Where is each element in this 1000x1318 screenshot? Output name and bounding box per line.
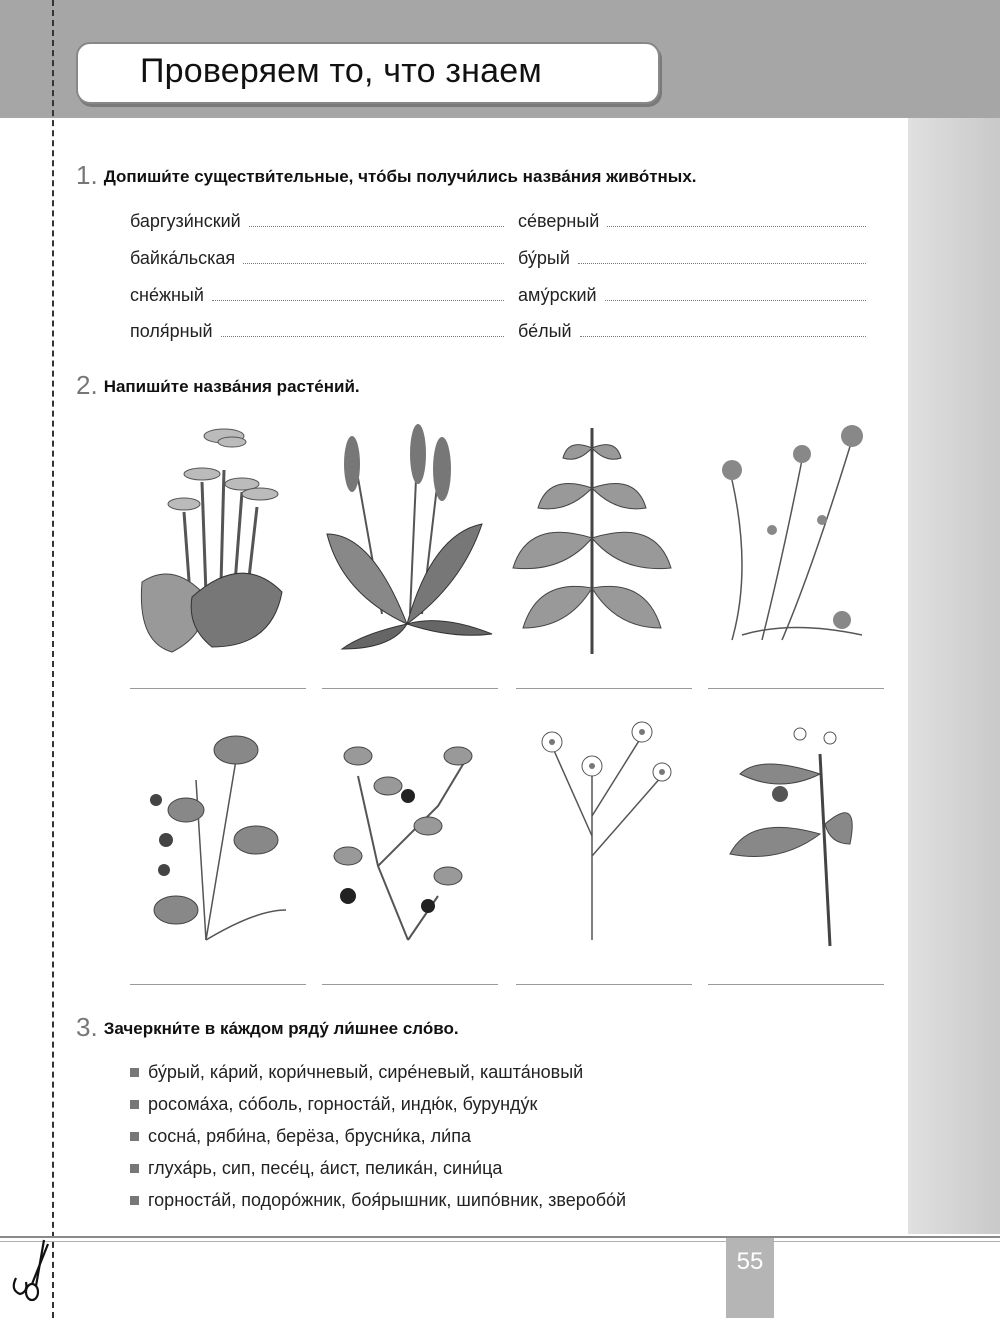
- right-margin-band: [908, 118, 1000, 1234]
- footer-rule: [0, 1236, 1000, 1238]
- square-bullet-icon: [130, 1100, 139, 1109]
- square-bullet-icon: [130, 1196, 139, 1205]
- word-label: баргузи́нский: [130, 211, 241, 231]
- nettle-icon: [508, 418, 676, 656]
- answer-line[interactable]: [708, 688, 884, 689]
- word-label: байка́льская: [130, 248, 236, 268]
- answer-line[interactable]: [322, 984, 498, 985]
- list-item[interactable]: [130, 1152, 626, 1184]
- answer-blank[interactable]: [580, 336, 866, 337]
- word-label: бе́лый: [518, 321, 572, 341]
- word-label: аму́рский: [518, 285, 597, 305]
- raspberry-icon: [720, 714, 870, 948]
- task2-number: 2.: [76, 370, 98, 400]
- word-label: бу́рый: [518, 248, 570, 268]
- thyme-icon: [692, 420, 882, 654]
- chamomile-icon: [522, 716, 682, 942]
- title-box: [76, 42, 660, 104]
- strawberry-icon: [136, 720, 306, 944]
- word-row-text[interactable]: бу́рый, ка́рий, кори́чневый, сире́невый, кашта́новый: [148, 1061, 584, 1082]
- task3-number: 3.: [76, 1012, 98, 1042]
- task1-right-row[interactable]: [518, 318, 866, 342]
- answer-blank[interactable]: [607, 226, 866, 227]
- task1-heading: [76, 160, 697, 191]
- answer-line[interactable]: [130, 984, 306, 985]
- task1-left-row[interactable]: [130, 208, 504, 232]
- task1-right-row[interactable]: [518, 245, 866, 269]
- scissors-icon: [6, 1234, 56, 1304]
- word-label: се́верный: [518, 211, 600, 231]
- task1-instruction: Допиши́те существи́тельные, что́бы получи́лись назва́ния живо́тных.: [103, 167, 697, 186]
- word-label: поля́рный: [130, 321, 213, 341]
- cut-line: [52, 0, 54, 1318]
- word-label: сне́жный: [130, 285, 204, 305]
- task1-left-row[interactable]: [130, 282, 504, 306]
- answer-blank[interactable]: [578, 263, 866, 264]
- word-row-text[interactable]: горноста́й, подоро́жник, боя́рышник, шипо́вник, зверобо́й: [148, 1189, 627, 1210]
- answer-blank[interactable]: [605, 300, 866, 301]
- square-bullet-icon: [130, 1164, 139, 1173]
- task2-instruction: Напиши́те назва́ния расте́ний.: [103, 377, 360, 396]
- list-item[interactable]: [130, 1120, 626, 1152]
- answer-line[interactable]: [516, 688, 692, 689]
- coltsfoot-icon: [132, 422, 312, 658]
- answer-line[interactable]: [516, 984, 692, 985]
- task1-right-row[interactable]: [518, 208, 866, 232]
- answer-blank[interactable]: [221, 336, 504, 337]
- task1-left-row[interactable]: [130, 318, 504, 342]
- page-title: Проверяем то, что знаем: [140, 52, 542, 90]
- answer-line[interactable]: [130, 688, 306, 689]
- word-row-text[interactable]: глуха́рь, сип, песе́ц, а́ист, пелика́н, сини́ца: [148, 1157, 503, 1178]
- task1-number: 1.: [76, 160, 98, 190]
- list-item[interactable]: [130, 1056, 626, 1088]
- footer-rule: [0, 1241, 1000, 1242]
- square-bullet-icon: [130, 1068, 139, 1077]
- answer-line[interactable]: [322, 688, 498, 689]
- task3-word-list: [130, 1056, 626, 1216]
- task3-instruction: Зачеркни́те в ка́ждом ряду́ ли́шнее сло́во.: [103, 1019, 459, 1038]
- blueberry-icon: [318, 716, 486, 942]
- task1-right-row[interactable]: [518, 282, 866, 306]
- plantain-icon: [322, 424, 502, 656]
- word-row-text[interactable]: сосна́, ряби́на, берёза, брусни́ка, ли́па: [148, 1125, 471, 1146]
- list-item[interactable]: [130, 1184, 626, 1216]
- square-bullet-icon: [130, 1132, 139, 1141]
- task3-heading: [76, 1012, 459, 1043]
- answer-line[interactable]: [708, 984, 884, 985]
- word-row-text[interactable]: росома́ха, со́боль, горноста́й, индю́к, бурунду́к: [148, 1093, 538, 1114]
- answer-blank[interactable]: [243, 263, 504, 264]
- page-number: 55: [726, 1238, 774, 1318]
- answer-blank[interactable]: [212, 300, 504, 301]
- task2-heading: [76, 370, 360, 401]
- list-item[interactable]: [130, 1088, 626, 1120]
- answer-blank[interactable]: [249, 226, 504, 227]
- task1-left-row[interactable]: [130, 245, 504, 269]
